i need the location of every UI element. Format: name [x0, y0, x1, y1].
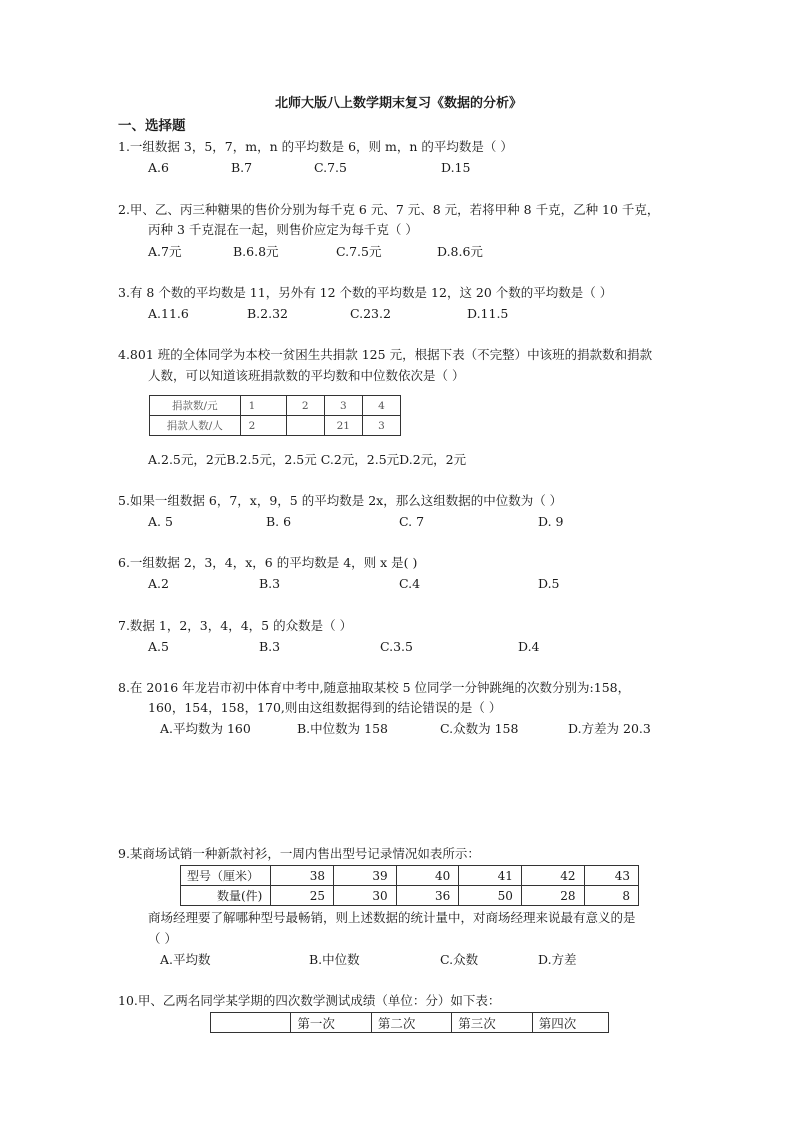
question-8-line2: 160，154，158，170,则由这组数据得到的结论错误的是（ ）: [148, 700, 502, 715]
question-5-stem: 5.如果一组数据 6，7，x，9，5 的平均数是 2x，那么这组数据的中位数为（ ）: [118, 493, 563, 508]
table-cell: 38: [271, 866, 334, 886]
table-cell: 第三次: [452, 1013, 532, 1033]
table-cell: 数量(件): [181, 886, 271, 906]
q9-option-a: A.平均数: [160, 952, 211, 967]
table-row: [150, 396, 401, 416]
table-cell: 4: [362, 396, 400, 416]
table-cell: 36: [396, 886, 459, 906]
table-cell: 2: [286, 396, 324, 416]
table-cell: [211, 1013, 291, 1033]
q3-option-d: D.11.5: [467, 306, 509, 321]
q8-option-a: A.平均数为 160: [160, 721, 251, 736]
section-heading: 一、选择题: [118, 118, 186, 134]
table-cell: 50: [459, 886, 522, 906]
q1-option-d: D.15: [441, 160, 471, 175]
q6-option-a: A.2: [148, 576, 169, 591]
table-cell: 30: [334, 886, 397, 906]
q1-option-b: B.7: [231, 160, 253, 175]
question-9-line3: （ ）: [148, 931, 177, 946]
q2-option-b: B.6.8元: [233, 244, 279, 259]
question-10-stem: 10.甲、乙两名同学某学期的四次数学测试成绩（单位：分）如下表：: [118, 993, 501, 1008]
table-cell: 第二次: [371, 1013, 451, 1033]
question-1-stem: 1.一组数据 3，5，7，m，n 的平均数是 6，则 m，n 的平均数是（ ）: [118, 139, 513, 154]
q4-options: A.2.5元，2元B.2.5元，2.5元 C.2元，2.5元D.2元，2元: [148, 452, 467, 467]
q3-option-c: C.23.2: [350, 306, 391, 321]
q2-option-d: D.8.6元: [437, 244, 483, 259]
table-cell: [286, 416, 324, 436]
question-2-line1: 2.甲、乙、丙三种糖果的售价分别为每千克 6 元、7 元、8 元，若将甲种 8 千克，乙种 10 千克，: [118, 202, 660, 217]
q1-option-c: C.7.5: [314, 160, 347, 175]
table-cell: 8: [584, 886, 638, 906]
page-title: 北师大版八上数学期末复习《数据的分析》: [275, 96, 523, 111]
q2-option-a: A.7元: [148, 244, 182, 259]
table-cell: 3: [362, 416, 400, 436]
question-3-stem: 3.有 8 个数的平均数是 11，另外有 12 个数的平均数是 12，这 20 个数的平均数是（ ）: [118, 285, 613, 300]
q7-option-a: A.5: [148, 639, 169, 654]
test-scores-table: [210, 1012, 609, 1033]
q8-option-b: B.中位数为 158: [297, 721, 388, 736]
q6-option-c: C.4: [399, 576, 421, 591]
q5-option-a: A. 5: [148, 514, 173, 529]
question-7-stem: 7.数据 1，2，3，4，4，5 的众数是（ ）: [118, 618, 353, 633]
table-cell: 25: [271, 886, 334, 906]
table-cell: 捐款数/元: [150, 396, 241, 416]
q9-option-b: B.中位数: [309, 952, 360, 967]
table-cell: 捐款人数/人: [150, 416, 241, 436]
donation-table: [149, 395, 401, 436]
q6-option-b: B.3: [259, 576, 281, 591]
q5-option-c: C. 7: [399, 514, 425, 529]
table-row: [150, 416, 401, 436]
table-row: [211, 1013, 609, 1033]
table-cell: 21: [324, 416, 362, 436]
q7-option-b: B.3: [259, 639, 281, 654]
table-row: [181, 886, 639, 906]
question-6-stem: 6.一组数据 2，3，4，x，6 的平均数是 4，则 x 是( ): [118, 555, 418, 570]
table-cell: 第一次: [291, 1013, 371, 1033]
q8-option-d: D.方差为 20.3: [568, 721, 651, 736]
question-9-line2: 商场经理要了解哪种型号最畅销，则上述数据的统计量中，对商场经理来说最有意义的是: [148, 910, 636, 925]
table-cell: 39: [334, 866, 397, 886]
table-cell: 2: [240, 416, 286, 436]
table-cell: 1: [240, 396, 286, 416]
q5-option-b: B. 6: [266, 514, 292, 529]
table-cell: 型号（厘米）: [181, 866, 271, 886]
q8-option-c: C.众数为 158: [440, 721, 519, 736]
q2-option-c: C.7.5元: [336, 244, 382, 259]
shirt-size-table: [180, 865, 639, 906]
table-cell: 40: [396, 866, 459, 886]
table-cell: 42: [521, 866, 584, 886]
question-8-line1: 8.在 2016 年龙岩市初中体育中考中,随意抽取某校 5 位同学一分钟跳绳的次数分别为:158，: [118, 680, 631, 695]
q1-option-a: A.6: [148, 160, 169, 175]
q6-option-d: D.5: [538, 576, 560, 591]
question-2-line2: 丙种 3 千克混在一起，则售价应定为每千克（ ）: [148, 222, 418, 237]
table-row: [181, 866, 639, 886]
question-4-line1: 4.801 班的全体同学为本校一贫困生共捐款 125 元，根据下表（不完整）中该班的捐款数和捐款: [118, 347, 653, 362]
q7-option-d: D.4: [518, 639, 540, 654]
q3-option-a: A.11.6: [148, 306, 189, 321]
q7-option-c: C.3.5: [380, 639, 413, 654]
question-4-line2: 人数，可以知道该班捐款数的平均数和中位数依次是（ ）: [148, 368, 465, 383]
question-9-stem: 9.某商场试销一种新款衬衫，一周内售出型号记录情况如表所示：: [118, 846, 480, 861]
q9-option-d: D.方差: [538, 952, 577, 967]
table-cell: 43: [584, 866, 638, 886]
table-cell: 第四次: [532, 1013, 608, 1033]
q5-option-d: D. 9: [538, 514, 564, 529]
table-cell: 28: [521, 886, 584, 906]
table-cell: 41: [459, 866, 522, 886]
q9-option-c: C.众数: [440, 952, 479, 967]
q3-option-b: B.2.32: [247, 306, 288, 321]
table-cell: 3: [324, 396, 362, 416]
